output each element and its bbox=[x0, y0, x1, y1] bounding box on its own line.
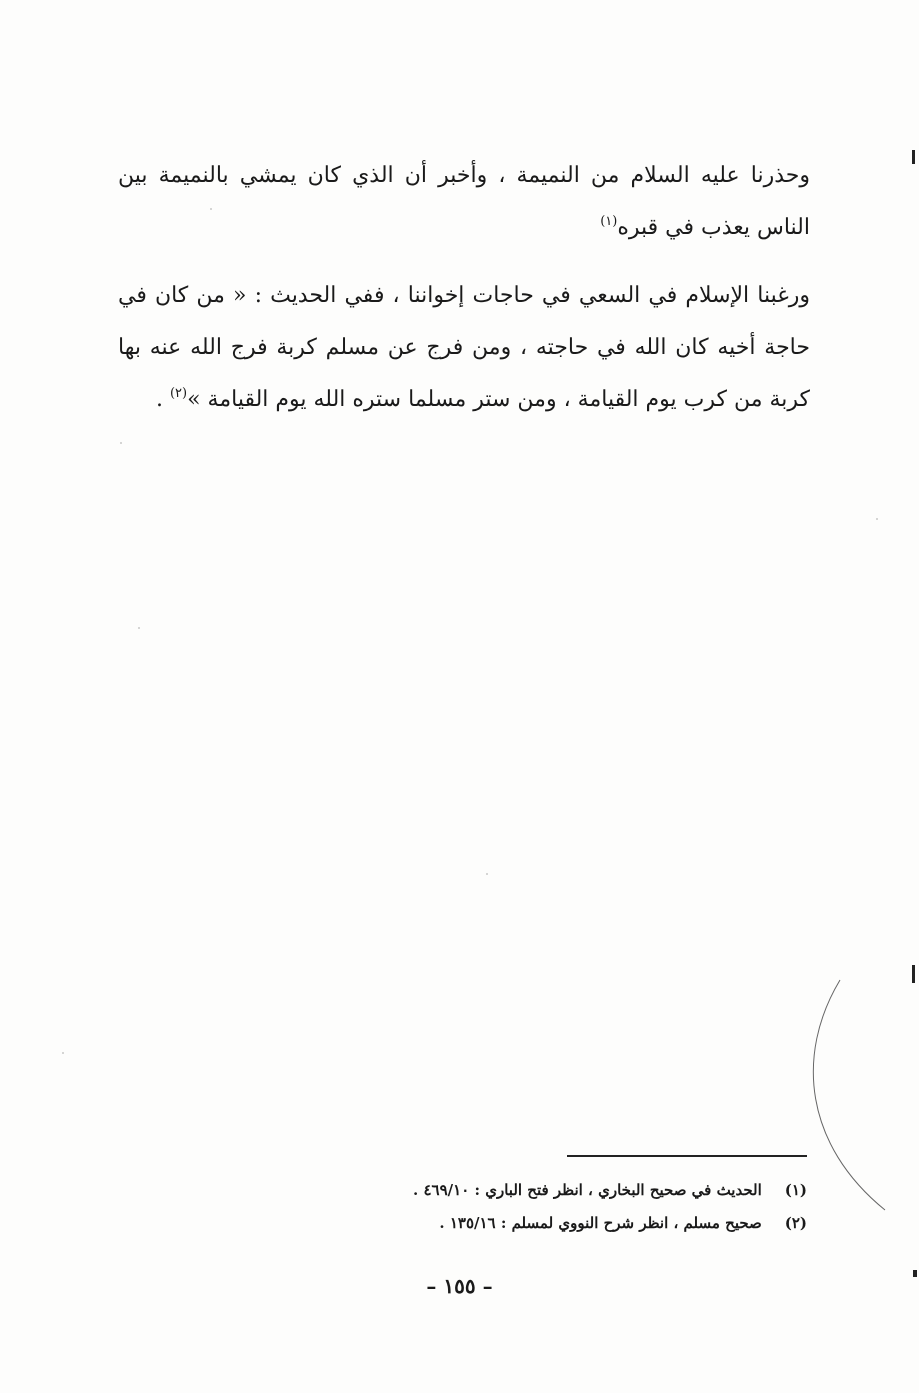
paragraph-helping-brothers bbox=[118, 270, 810, 426]
footnote-reference: (١) bbox=[600, 214, 618, 229]
scan-speck bbox=[138, 627, 140, 629]
scan-edge-mark bbox=[913, 1270, 917, 1277]
scan-speck bbox=[210, 208, 212, 210]
footnote-2 bbox=[439, 1211, 807, 1235]
footnote-text: الحديث في صحيح البخاري ، انظر فتح الباري : ٤٦٩/١٠ . bbox=[413, 1181, 762, 1199]
scan-speck bbox=[120, 442, 122, 444]
scan-speck bbox=[62, 1052, 64, 1054]
scan-edge-curve bbox=[800, 975, 900, 1215]
footnote-number: (١) bbox=[784, 1181, 807, 1199]
paragraph-tail: . bbox=[155, 387, 170, 412]
scan-speck bbox=[486, 873, 488, 875]
scan-speck bbox=[876, 518, 878, 520]
footnote-number: (٢) bbox=[784, 1214, 807, 1232]
paragraph-slander bbox=[118, 150, 810, 254]
footnote-1 bbox=[413, 1178, 807, 1202]
scan-edge-mark bbox=[912, 150, 915, 164]
paragraph-text: وحذرنا عليه السلام من النميمة ، وأخبر أن الذي كان يمشي بالنميمة بين الناس يعذب في قبره bbox=[118, 163, 810, 240]
scan-edge-mark bbox=[912, 965, 915, 983]
footnote-reference: (٢) bbox=[169, 386, 188, 401]
footnote-divider bbox=[567, 1155, 807, 1157]
paragraph-text: ورغبنا الإسلام في السعي في حاجات إخواننا ، ففي الحديث : « من كان في حاجة أخيه كان الله في حاجته ، ومن فرج عن مسلم كربة فرج الله عنه بها كربة من كرب يوم القيامة ، ومن ستر مسلما ستره الله يوم القيامة » bbox=[118, 283, 810, 412]
footnote-text: صحيح مسلم ، انظر شرح النووي لمسلم : ١٣٥/١٦ . bbox=[439, 1214, 762, 1232]
page-number: – ١٥٥ – bbox=[426, 1274, 493, 1298]
